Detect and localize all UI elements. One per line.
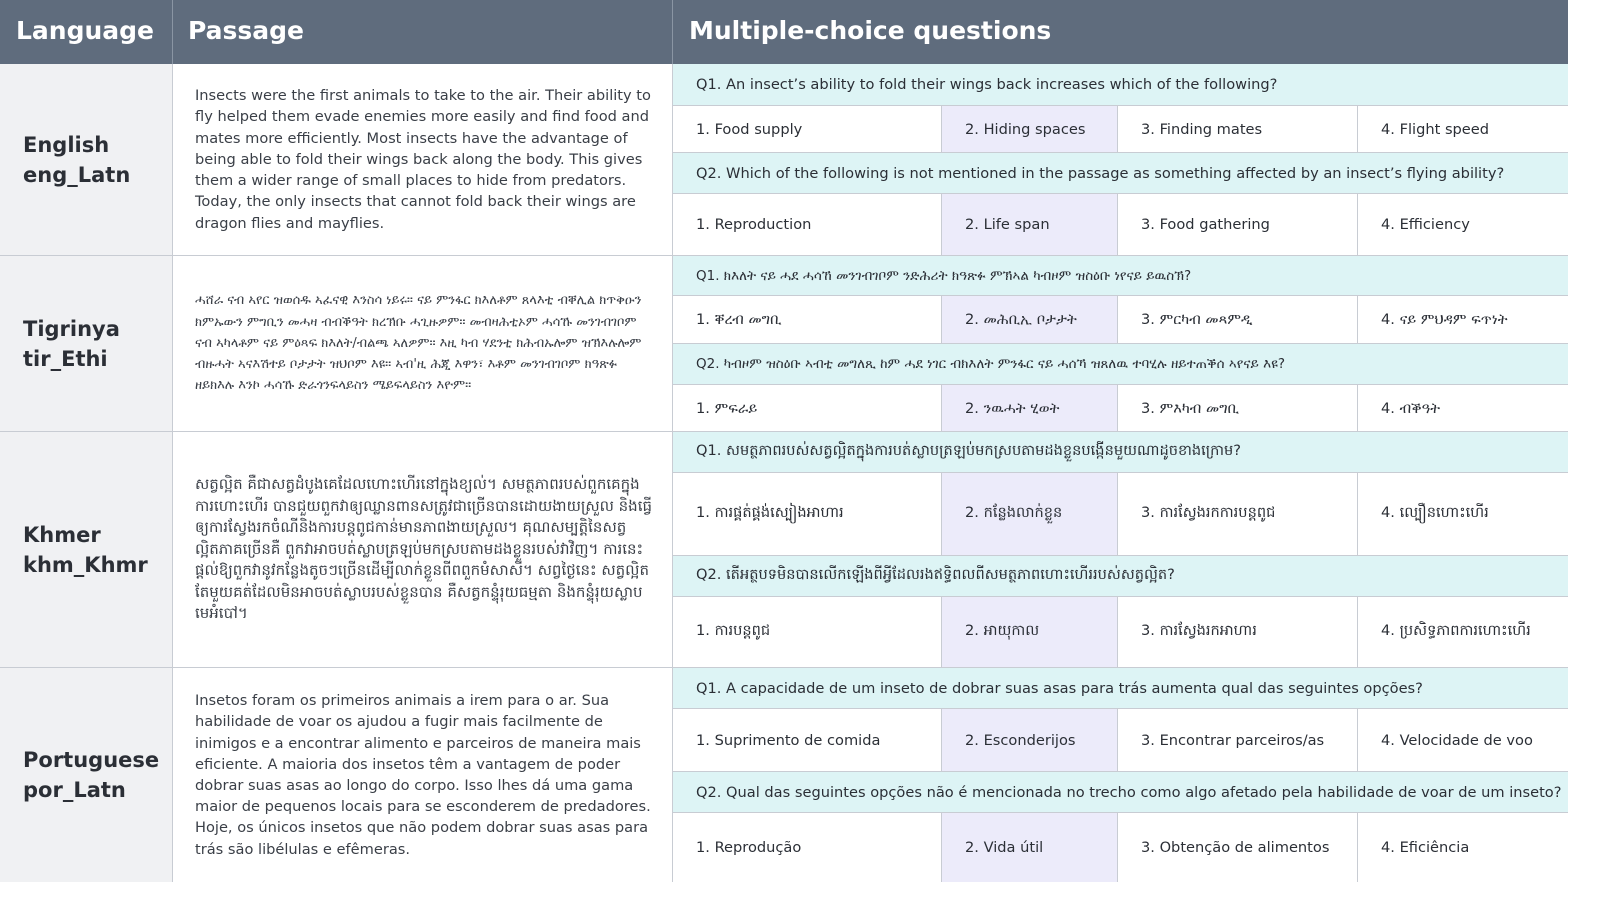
answer-option-correct: 2. អាយុកាល (942, 597, 1118, 667)
language-code: eng_Latn (23, 162, 131, 187)
answer-option-correct: 2. កន្លែងលាក់ខ្លួន (942, 473, 1118, 555)
answer-option-correct: 2. Vida útil (942, 813, 1118, 882)
passage-cell (173, 64, 672, 256)
answer-option: 4. ល្បឿនហោះហើរ (1381, 503, 1489, 521)
answer-option: 4. ብቕዓት (1381, 399, 1441, 417)
answer-option: 3. ምርካብ መጻምዲ (1118, 296, 1358, 343)
passage-cell (173, 256, 672, 432)
answer-options-q2 (673, 194, 1568, 256)
column-divider (172, 64, 173, 882)
answer-option: 4. ប្រសិទ្ធភាពការហោះហើរ (1381, 621, 1531, 639)
answer-option: 1. ምፍራይ (673, 385, 942, 431)
answer-options-q2 (673, 597, 1568, 668)
passage-text: ሓሸራ ናብ ኣየር ዝወሰዱ ኣፈናዊ እንስሳ ነይሩ። ናይ ምንፋር ክእለቶም ጸላእቲ ብቐሊል ክጥቅዑን ክምኡውን ምግቢን መሓዛ ብብቕዓት ክረኽቡ ሓጊዙዎም። መብዛሕቲኦም ሓሳኹ መንገብገቦም ናብ ኣካላቶም ናይ ምዕጻፍ ክእለት/ብልጫ ኣለዎም። እዚ ካብ ሃደንቲ ክሕብኡሎም ዝኽእሉሎም ብዙሓት ኣናእሽተይ ቦታታት ዝህቦም እዩ። ኣብ'ዚ ሕጂ እዋን፣ እቶም መንገብገቦም ክዓጽፉ ዘይክእሉ እንኮ ሓሳኹ ድራጎንፍላይስን ሜይፍላይስን እዮም። (195, 293, 642, 394)
language-cell (0, 668, 172, 882)
language-column-header: Language (16, 16, 155, 45)
language-code: tir_Ethi (23, 346, 108, 371)
question-q1: Q1. An insect’s ability to fold their wings back increases which of the following? (673, 64, 1568, 106)
table-header (0, 0, 1568, 64)
answer-option: 1. ការបន្តពូជ (673, 597, 942, 667)
language-name: Khmer (23, 522, 101, 547)
answer-option: 1. Reproduction (673, 194, 942, 255)
question-q1: Q1. ክእለት ናይ ሓደ ሓሳኸ መንገብገቦም ንድሕሪት ክዓጽፉ ምኽኣል ካብዞም ዝስዕቡ ነየናይ ይዉስኽ? (673, 256, 1568, 296)
answer-option: 3. Food gathering (1118, 194, 1358, 255)
answer-option-correct: 2. Hiding spaces (942, 106, 1118, 152)
answer-option: 3. ការស្វែងរកការបន្តពូជ (1118, 473, 1358, 555)
language-cell (0, 432, 172, 668)
passage-cell (173, 668, 672, 882)
language-cell (0, 64, 172, 256)
language-name: English (23, 132, 110, 157)
passage-column-header: Passage (188, 16, 305, 45)
question-q2: Q2. តើអត្ថបទមិនបានលើកឡើងពីអ្វីដែលរងឥទ្ធិពលពីសមត្ថភាពហោះហើររបស់សត្វល្អិត? (673, 556, 1568, 597)
answer-options-q1 (673, 106, 1568, 153)
answer-option: 3. ምእካብ መግቢ (1118, 385, 1358, 431)
answer-options-q1 (673, 296, 1568, 344)
mcq-column-header: Multiple-choice questions (689, 16, 1052, 45)
answer-option: 1. Suprimento de comida (673, 709, 942, 771)
column-divider (672, 64, 673, 882)
answer-option: 4. Velocidade de voo (1381, 731, 1533, 749)
answer-options-q2 (673, 813, 1568, 882)
language-name: Tigrinya (23, 316, 120, 341)
answer-option: 1. Reprodução (673, 813, 942, 882)
answer-option: 1. ការផ្គត់ផ្គង់ស្បៀងអាហារ (673, 473, 942, 555)
header-divider (172, 0, 173, 64)
passage-text: Insects were the first animals to take to the air. Their ability to fly helped them evade enemies more easily and find food and mates more efficiently. Most insects have the advantage of being able to fold their wings back along the body. This gives them a wider range of small places to hide from predators. Today, the only insects that cannot fold back their wings are dragon flies and mayflies. (195, 87, 651, 232)
answer-option: 3. Obtenção de alimentos (1118, 813, 1358, 882)
question-q2: Q2. Qual das seguintes opções não é mencionada no trecho como algo afetado pela habilidade de voar de um inseto? (673, 772, 1568, 813)
passage-cell (173, 432, 672, 668)
language-name: Portuguese (23, 748, 160, 772)
answer-option: 3. ការស្វែងរកអាហារ (1118, 597, 1358, 667)
answer-option-correct: 2. ንዉሓት ሂወት (942, 385, 1118, 431)
question-q2: Q2. ካብዞም ዝስዕቡ ኣብቲ መግለጺ ከም ሓደ ነገር ብክእለት ምንፋር ናይ ሓሰኻ ዝጸለዉ ተባሂሉ ዘይተጠቕሰ ኣየናይ እዩ? (673, 344, 1568, 385)
answer-option: 4. Flight speed (1381, 120, 1490, 138)
header-divider (672, 0, 673, 64)
answer-options-q1 (673, 473, 1568, 556)
answer-options-q2 (673, 385, 1568, 432)
answer-option: 3. Finding mates (1118, 106, 1358, 152)
passage-text: Insetos foram os primeiros animais a irem para o ar. Sua habilidade de voar os ajudou a fugir mais facilmente de inimigos e a encontrar alimento e parceiros de maneira mais eficiente. A maioria dos insetos têm a vantagem de poder dobrar suas asas ao longo do corpo. Isso lhes dá uma gama maior de pequenos locais para se esconderem de predadores. Hoje, os únicos insetos que não podem dobrar suas asas para trás são libélulas e efêmeras. (195, 692, 651, 858)
answer-option-correct: 2. መሕቢኢ ቦታታት (942, 296, 1118, 343)
answer-option: 3. Encontrar parceiros/as (1118, 709, 1358, 771)
answer-option: 4. Efficiency (1381, 216, 1470, 233)
language-code: por_Latn (23, 778, 126, 802)
question-q1: Q1. សមត្ថភាពរបស់សត្វល្អិតក្នុងការបត់ស្លាបត្រឡប់មកស្របតាមដងខ្លួនបង្កើនមួយណាដូចខាងក្រោម? (673, 432, 1568, 473)
answer-option: 4. ናይ ምህዳም ፍጥነት (1381, 311, 1508, 328)
question-q2: Q2. Which of the following is not mentioned in the passage as something affected by an insect’s flying ability? (673, 153, 1568, 194)
language-cell (0, 256, 172, 432)
answer-option: 4. Eficiência (1381, 839, 1470, 856)
passage-text: សត្វល្អិត គឺជាសត្វដំបូងគេដែលហោះហើរនៅក្នុងខ្យល់។ សមត្ថភាពរបស់ពួកគេក្នុងការហោះហើរ បានជួយពួកវាឲ្យឈ្លានពានសត្រូវជាច្រើនបានដោយងាយស្រួល និងធ្វើឲ្យការស្វែងរកចំណីនិងការបន្តពូជកាន់មានភាពងាយស្រួល។ គុណសម្បត្តិនៃសត្វល្អិតភាគច្រើនគឺ ពួកវាអាចបត់ស្លាបត្រឡប់មកស្របតាមដងខ្លួនរបស់វាវិញ។ ការនេះផ្តល់ឱ្យពួកវានូវកន្លែងតូចៗច្រើនដើម្បីលាក់ខ្លួនពីពពួកមំសាសី។ សព្វថ្ងៃនេះ សត្វល្អិតតែមួយគត់ដែលមិនអាចបត់ស្លាបរបស់ខ្លួនបាន គឺសត្វកន្ទុំរុយធម្មតា និងកន្ទុំរុយស្លាបមេអំបៅ។ (195, 475, 652, 623)
language-code: khm_Khmr (23, 552, 148, 577)
question-q1: Q1. A capacidade de um inseto de dobrar suas asas para trás aumenta qual das seguintes opções? (673, 668, 1568, 709)
answer-option-correct: 2. Esconderijos (942, 709, 1118, 771)
answer-options-q1 (673, 709, 1568, 772)
answer-option: 1. Food supply (673, 106, 942, 152)
answer-option-correct: 2. Life span (942, 194, 1118, 255)
answer-option: 1. ቐረብ መግቢ (673, 296, 942, 343)
